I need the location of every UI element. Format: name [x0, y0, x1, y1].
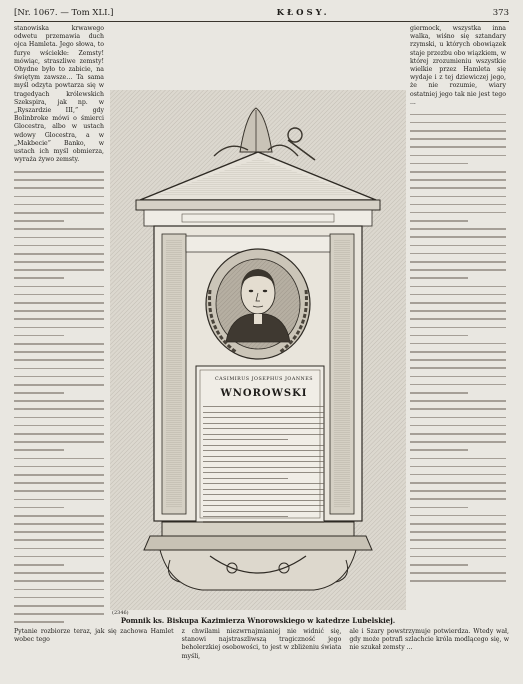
text-line [14, 294, 104, 296]
text-line [14, 261, 104, 263]
text-line [203, 428, 324, 429]
text-line [14, 441, 104, 443]
text-line [410, 449, 468, 451]
text-line [410, 498, 506, 500]
text-line [14, 589, 104, 591]
text-line [14, 351, 104, 353]
text-line [14, 425, 104, 427]
plate-number: (2346) [112, 610, 129, 616]
text-line [410, 458, 506, 460]
text-line [14, 228, 104, 230]
text-line [203, 478, 288, 479]
text-line [410, 130, 506, 132]
text-line [203, 467, 324, 468]
text-line [14, 572, 104, 574]
text-line [410, 417, 506, 419]
text-line [410, 138, 506, 140]
text-line [14, 515, 104, 517]
text-line [203, 494, 324, 495]
text-line [14, 400, 104, 402]
text-line [410, 580, 506, 582]
illustration-caption: Pomnik ks. Biskupa Kazimierza Wnorowskiego w katedrze Lubelskiej. [120, 616, 396, 625]
text-line [203, 450, 324, 451]
text-line [410, 114, 506, 116]
monument-illustration [110, 90, 406, 610]
text-line [410, 523, 506, 525]
text-line [203, 445, 324, 446]
text-line [14, 204, 104, 206]
text-line [14, 621, 64, 623]
bottom-column-3-text: ale i Szary powstrzymuje potwierdza. Wtedy wał, gdy może potrafi szlachcie króla modlącego się, w nie szukał zemsty ... [349, 628, 510, 652]
text-line [14, 417, 104, 419]
text-line [14, 482, 104, 484]
text-line [14, 449, 64, 451]
text-line [14, 269, 104, 271]
text-line [410, 335, 468, 337]
text-line [14, 212, 104, 214]
text-line [410, 474, 506, 476]
text-line [14, 368, 104, 370]
header-rule [14, 21, 509, 22]
page-number: 373 [492, 8, 509, 18]
text-line [410, 400, 506, 402]
text-line [410, 122, 506, 124]
text-line [410, 286, 506, 288]
text-line [410, 294, 506, 296]
text-line [410, 171, 506, 173]
text-line [410, 564, 468, 566]
text-line [410, 384, 506, 386]
text-line [14, 605, 104, 607]
text-line [410, 179, 506, 181]
text-line [203, 516, 288, 517]
bottom-column-1-text: Pytanie rozbiorze teraz, jak się zachowa Hamlet wobec tego [14, 628, 174, 644]
text-line [410, 408, 506, 410]
text-line [410, 327, 506, 329]
text-line [203, 483, 324, 484]
text-line [14, 376, 104, 378]
text-line [410, 155, 506, 157]
text-line [14, 531, 104, 533]
text-line [410, 302, 506, 304]
text-line [14, 384, 104, 386]
text-line [410, 556, 506, 558]
text-line [203, 417, 324, 418]
text-line [203, 434, 324, 435]
text-line [203, 461, 324, 462]
text-line [410, 204, 506, 206]
text-line [14, 490, 104, 492]
text-line [410, 367, 506, 369]
text-line [203, 505, 324, 506]
text-line [203, 412, 324, 413]
text-line [410, 236, 506, 238]
text-line [14, 523, 104, 525]
text-line [410, 277, 468, 279]
text-line [203, 521, 324, 522]
text-line [14, 499, 104, 501]
text-line [203, 456, 324, 457]
bottom-column-2 [182, 628, 342, 661]
portrait-inscription: CASIMIRUS JOSEPHUS JOANNES [215, 377, 313, 382]
text-line [14, 277, 64, 279]
text-line [410, 548, 506, 550]
text-line [14, 392, 64, 394]
text-line [14, 343, 104, 345]
text-line [410, 425, 506, 427]
bottom-column-1 [14, 628, 174, 661]
text-line [14, 237, 104, 239]
text-line [410, 196, 506, 198]
text-line [410, 507, 468, 509]
text-line [410, 220, 468, 222]
left-column-continuation [14, 171, 104, 623]
text-line [14, 408, 104, 410]
text-line [203, 489, 324, 490]
text-line [410, 261, 506, 263]
text-line [14, 171, 104, 173]
text-line [410, 343, 506, 345]
text-line [14, 220, 64, 222]
right-column-continuation [410, 114, 506, 582]
text-line [203, 500, 324, 501]
text-line [14, 245, 104, 247]
text-line [410, 433, 506, 435]
text-line [410, 318, 506, 320]
text-line [203, 511, 324, 512]
text-line [14, 187, 104, 189]
text-line [14, 597, 104, 599]
text-line [203, 472, 324, 473]
text-line [14, 318, 104, 320]
text-line [410, 490, 506, 492]
text-line [14, 253, 104, 255]
text-line [14, 539, 104, 541]
text-line [14, 474, 104, 476]
left-column [14, 25, 104, 623]
text-line [410, 146, 506, 148]
text-line [410, 228, 506, 230]
text-line [410, 441, 506, 443]
text-line [410, 376, 506, 378]
monument-name: WNOROWSKI [220, 388, 308, 399]
tablet-inscription [203, 402, 324, 523]
text-line [410, 539, 506, 541]
text-line [410, 359, 506, 361]
portrait-medallion [206, 249, 310, 359]
text-line [410, 531, 506, 533]
right-column-text: giermock, wszystka inna walka, wiśno się sztandary rzymski, u których obowiązek staje przezbu obo wiązkiem, w której zrozumieniu wszystkie wielkie przez Hamleta się wydaje i z tej dziewiczej jego, że nie rozumie, wiary ostatniej jego tak nie jest tego ... [410, 25, 506, 106]
text-line [410, 212, 506, 214]
text-line [203, 406, 324, 407]
text-line [14, 507, 64, 509]
bottom-column-3 [349, 628, 509, 661]
text-line [410, 245, 506, 247]
text-line [14, 548, 104, 550]
text-line [410, 163, 468, 165]
journal-title: KŁOSY. [276, 8, 330, 18]
text-line [410, 482, 506, 484]
text-line [203, 423, 324, 424]
text-line [14, 302, 104, 304]
right-column [410, 25, 506, 582]
text-line [410, 466, 506, 468]
text-line [410, 572, 506, 574]
text-line [410, 310, 506, 312]
text-line [410, 269, 506, 271]
text-line [14, 580, 104, 582]
text-line [14, 179, 104, 181]
text-line [14, 310, 104, 312]
text-line [410, 515, 506, 517]
text-line [410, 187, 506, 189]
text-line [14, 335, 64, 337]
text-line [14, 556, 104, 558]
text-line [410, 253, 506, 255]
left-column-text: stanowiska krwawego odwetu przemawia duch ojca Hamleta. Jego słowa, to furye wściekłe: Zemsty! mówiąc, straszliwe zemsty! Ohydne było to zabicie, na świętym zawsze… Ta sama myśl odzyta powtarza się w tragedyach królewskich Szekspira, jak np. w „Ryszardzie III,” gdy Bolinbroke mówi o śmierci Glocestra, albo w ustach wdowy Glocestra, a w „Makbecie” Banko, w ustach ich myśl obmierza, wyraża żywo zemsty. [14, 25, 104, 164]
monument-engraving [110, 90, 406, 610]
text-line [203, 439, 288, 440]
text-line [410, 392, 468, 394]
text-line [14, 433, 104, 435]
text-line [14, 327, 104, 329]
text-line [14, 359, 104, 361]
text-line [14, 613, 104, 615]
text-line [14, 564, 64, 566]
page-header [14, 6, 509, 20]
text-line [14, 458, 104, 460]
bottom-text [14, 628, 509, 661]
bottom-column-2-text: z chwilami niezwrnajmianiej nie widnić się, stanowi najstraszliwszą tragiczność jego beholerzkiej osobowości, to jest w zbliżeniu świata myśli, [181, 628, 342, 660]
text-line [410, 351, 506, 353]
text-line [14, 466, 104, 468]
text-line [14, 196, 104, 198]
issue-number: [Nr. 1067. — Tom XLI.] [14, 8, 114, 18]
text-line [14, 286, 104, 288]
